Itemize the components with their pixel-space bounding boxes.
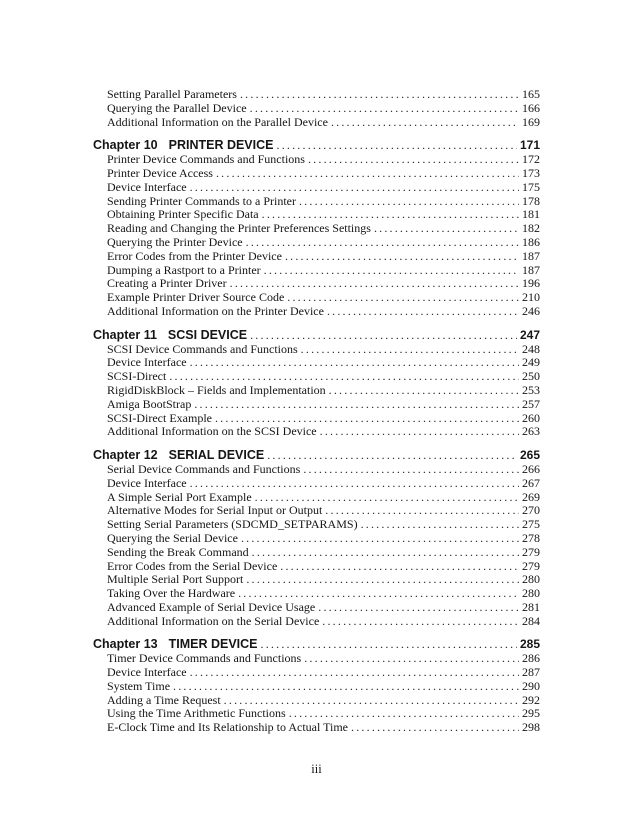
toc-entry xyxy=(93,398,540,412)
chapter-label: Chapter 10 xyxy=(93,138,158,153)
toc-entry xyxy=(93,412,540,426)
dot-leader xyxy=(327,305,519,319)
toc-entry-title: Error Codes from the Printer Device xyxy=(107,248,282,263)
toc-entry xyxy=(93,721,540,735)
toc-entry xyxy=(93,560,540,574)
dot-leader xyxy=(250,329,517,343)
toc-entry xyxy=(93,153,540,167)
dot-leader xyxy=(216,167,519,181)
dot-leader xyxy=(361,518,519,532)
dot-leader xyxy=(246,573,519,587)
toc-entry-page-number: 169 xyxy=(522,114,540,129)
dot-leader xyxy=(194,398,519,412)
dot-leader xyxy=(240,88,519,102)
dot-leader xyxy=(322,615,519,629)
toc-entry-title: Advanced Example of Serial Device Usage xyxy=(107,599,316,614)
toc-entry-page-number: 287 xyxy=(522,665,540,680)
toc-entry xyxy=(93,652,540,666)
toc-entry xyxy=(93,264,540,278)
toc-entry-page-number: 281 xyxy=(522,599,540,614)
dot-leader xyxy=(261,638,517,652)
dot-leader xyxy=(289,707,519,721)
toc-entry xyxy=(93,532,540,546)
page-number-footer: iii xyxy=(311,762,322,776)
toc-entry-title: Creating a Printer Driver xyxy=(107,276,227,291)
toc-entry xyxy=(93,425,540,439)
toc-section xyxy=(93,329,540,439)
toc-entry-page-number: 278 xyxy=(522,530,540,545)
dot-leader xyxy=(224,694,519,708)
dot-leader xyxy=(264,264,519,278)
toc-entry xyxy=(93,573,540,587)
toc-entry-page-number: 280 xyxy=(522,586,540,601)
toc-entry xyxy=(93,491,540,505)
toc-entry-title: Printer Device Commands and Functions xyxy=(107,152,305,167)
toc-entry-page-number: 250 xyxy=(522,369,540,384)
toc-entry-title: Querying the Serial Device xyxy=(107,530,238,545)
toc-entry-page-number: 166 xyxy=(522,100,540,115)
toc-entry-title: Additional Information on the Parallel Device xyxy=(107,114,328,129)
table-of-contents xyxy=(93,88,540,735)
toc-entry-title: Querying the Parallel Device xyxy=(107,100,247,115)
toc-entry-page-number: 280 xyxy=(522,572,540,587)
toc-entry xyxy=(93,181,540,195)
toc-entry-title: Setting Parallel Parameters xyxy=(107,87,237,101)
toc-chapter-heading xyxy=(93,329,540,343)
dot-leader xyxy=(262,208,519,222)
dot-leader xyxy=(190,356,519,370)
toc-entry-page-number: 263 xyxy=(522,424,540,439)
chapter-title: PRINTER DEVICE xyxy=(168,138,274,153)
toc-entry-page-number: 165 xyxy=(522,87,540,101)
toc-section xyxy=(93,88,540,129)
toc-entry xyxy=(93,343,540,357)
toc-entry-page-number: 172 xyxy=(522,152,540,167)
toc-entry xyxy=(93,208,540,222)
toc-entry-page-number: 196 xyxy=(522,276,540,291)
toc-entry-title: Amiga BootStrap xyxy=(107,396,192,411)
toc-entry xyxy=(93,463,540,477)
toc-entry xyxy=(93,305,540,319)
dot-leader xyxy=(320,425,519,439)
toc-entry-page-number: 266 xyxy=(522,461,540,476)
toc-entry-title: Device Interface xyxy=(107,179,187,194)
dot-leader xyxy=(190,477,519,491)
toc-entry-title: Sending the Break Command xyxy=(107,544,249,559)
toc-entry-title: Reading and Changing the Printer Preferences Settings xyxy=(107,221,371,236)
dot-leader xyxy=(252,546,519,560)
dot-leader xyxy=(255,491,519,505)
toc-entry-page-number: 269 xyxy=(522,489,540,504)
toc-entry xyxy=(93,707,540,721)
chapter-title: TIMER DEVICE xyxy=(168,637,258,652)
toc-chapter-heading xyxy=(93,638,540,652)
toc-entry-page-number: 295 xyxy=(522,706,540,721)
toc-entry-title: SCSI-Direct xyxy=(107,369,167,384)
dot-leader xyxy=(280,560,519,574)
dot-leader xyxy=(267,449,517,463)
dot-leader xyxy=(325,504,519,518)
toc-entry-title: Device Interface xyxy=(107,475,187,490)
toc-entry xyxy=(93,291,540,305)
toc-entry-page-number: 187 xyxy=(522,262,540,277)
dot-leader xyxy=(215,412,519,426)
toc-entry-page-number: 182 xyxy=(522,221,540,236)
dot-leader xyxy=(374,222,519,236)
toc-entry xyxy=(93,167,540,181)
toc-section xyxy=(93,139,540,318)
chapter-page-number: 265 xyxy=(519,448,540,463)
toc-entry-title: Example Printer Driver Source Code xyxy=(107,290,285,305)
toc-entry-page-number: 249 xyxy=(522,355,540,370)
toc-entry-page-number: 257 xyxy=(522,396,540,411)
toc-entry-page-number: 279 xyxy=(522,558,540,573)
toc-entry xyxy=(93,504,540,518)
toc-entry-page-number: 210 xyxy=(522,290,540,305)
dot-leader xyxy=(329,384,519,398)
toc-entry xyxy=(93,477,540,491)
toc-chapter-heading xyxy=(93,139,540,153)
toc-entry xyxy=(93,195,540,209)
dot-leader xyxy=(250,102,519,116)
dot-leader xyxy=(304,652,519,666)
toc-entry-page-number: 181 xyxy=(522,207,540,222)
chapter-label: Chapter 11 xyxy=(93,327,157,342)
toc-entry xyxy=(93,102,540,116)
toc-entry-title: E-Clock Time and Its Relationship to Actual Time xyxy=(107,720,349,735)
toc-chapter-heading xyxy=(93,449,540,463)
dot-leader xyxy=(351,721,519,735)
toc-entry-page-number: 275 xyxy=(522,517,540,532)
toc-entry xyxy=(93,384,540,398)
page-footer xyxy=(93,762,540,777)
dot-leader xyxy=(299,195,519,209)
chapter-page-number: 247 xyxy=(519,327,540,342)
toc-entry xyxy=(93,546,540,560)
toc-entry xyxy=(93,601,540,615)
toc-entry-title: System Time xyxy=(107,678,171,693)
toc-entry xyxy=(93,277,540,291)
toc-entry-title: Timer Device Commands and Functions xyxy=(107,651,302,666)
toc-entry-page-number: 290 xyxy=(522,678,540,693)
toc-entry-title: Adding a Time Request xyxy=(107,692,221,707)
chapter-title: SCSI DEVICE xyxy=(167,327,248,342)
toc-entry-title: SCSI Device Commands and Functions xyxy=(107,341,298,356)
chapter-label: Chapter 13 xyxy=(93,637,158,652)
toc-entry xyxy=(93,250,540,264)
toc-entry-page-number: 253 xyxy=(522,382,540,397)
dot-leader xyxy=(303,463,519,477)
toc-entry-title: RigidDiskBlock – Fields and Implementation xyxy=(107,382,326,397)
toc-section xyxy=(93,449,540,628)
toc-entry xyxy=(93,370,540,384)
toc-entry-title: Dumping a Rastport to a Printer xyxy=(107,262,261,277)
toc-entry-title: Device Interface xyxy=(107,355,187,370)
toc-entry-title: Sending Printer Commands to a Printer xyxy=(107,193,296,208)
toc-entry-title: Additional Information on the SCSI Device xyxy=(107,424,317,439)
dot-leader xyxy=(173,680,519,694)
chapter-label: Chapter 12 xyxy=(93,448,158,463)
toc-entry-title: SCSI-Direct Example xyxy=(107,410,212,425)
chapter-title: SERIAL DEVICE xyxy=(168,448,265,463)
toc-entry-page-number: 270 xyxy=(522,503,540,518)
dot-leader xyxy=(230,277,519,291)
toc-entry-page-number: 175 xyxy=(522,179,540,194)
toc-entry xyxy=(93,694,540,708)
toc-entry-title: Additional Information on the Serial Device xyxy=(107,613,320,628)
toc-entry-page-number: 187 xyxy=(522,248,540,263)
toc-section xyxy=(93,638,540,735)
toc-entry-page-number: 279 xyxy=(522,544,540,559)
toc-entry-title: Using the Time Arithmetic Functions xyxy=(107,706,286,721)
toc-entry-page-number: 186 xyxy=(522,234,540,249)
toc-entry xyxy=(93,222,540,236)
toc-entry-page-number: 292 xyxy=(522,692,540,707)
toc-entry-title: Additional Information on the Printer Device xyxy=(107,303,324,318)
dot-leader xyxy=(190,181,519,195)
dot-leader xyxy=(238,587,519,601)
toc-entry-title: Multiple Serial Port Support xyxy=(107,572,244,587)
toc-entry-title: Obtaining Printer Specific Data xyxy=(107,207,259,222)
toc-entry-title: Error Codes from the Serial Device xyxy=(107,558,278,573)
toc-entry xyxy=(93,518,540,532)
toc-entry xyxy=(93,116,540,130)
dot-leader xyxy=(287,291,519,305)
dot-leader xyxy=(301,343,519,357)
toc-entry-title: Setting Serial Parameters (SDCMD_SETPARAMS) xyxy=(107,517,358,532)
toc-entry-page-number: 248 xyxy=(522,341,540,356)
toc-entry-page-number: 173 xyxy=(522,165,540,180)
dot-leader xyxy=(169,370,519,384)
toc-entry xyxy=(93,236,540,250)
toc-entry-page-number: 267 xyxy=(522,475,540,490)
toc-entry xyxy=(93,680,540,694)
toc-entry-page-number: 286 xyxy=(522,651,540,666)
toc-entry xyxy=(93,587,540,601)
toc-entry-title: A Simple Serial Port Example xyxy=(107,489,252,504)
toc-entry-title: Taking Over the Hardware xyxy=(107,586,236,601)
toc-entry-title: Printer Device Access xyxy=(107,165,213,180)
toc-entry-title: Querying the Printer Device xyxy=(107,234,243,249)
toc-entry-page-number: 178 xyxy=(522,193,540,208)
toc-entry xyxy=(93,666,540,680)
dot-leader xyxy=(331,116,519,130)
toc-entry-page-number: 260 xyxy=(522,410,540,425)
toc-entry-page-number: 246 xyxy=(522,303,540,318)
dot-leader xyxy=(246,236,519,250)
dot-leader xyxy=(190,666,519,680)
toc-entry-title: Device Interface xyxy=(107,665,187,680)
dot-leader xyxy=(318,601,519,615)
toc-entry-title: Alternative Modes for Serial Input or Output xyxy=(107,503,323,518)
dot-leader xyxy=(241,532,519,546)
toc-entry xyxy=(93,356,540,370)
toc-entry-page-number: 298 xyxy=(522,720,540,735)
toc-entry xyxy=(93,615,540,629)
dot-leader xyxy=(277,139,517,153)
toc-entry-title: Serial Device Commands and Functions xyxy=(107,461,301,476)
chapter-page-number: 171 xyxy=(519,138,540,153)
toc-entry xyxy=(93,88,540,102)
toc-entry-page-number: 284 xyxy=(522,613,540,628)
dot-leader xyxy=(285,250,519,264)
chapter-page-number: 285 xyxy=(519,637,540,652)
dot-leader xyxy=(308,153,519,167)
